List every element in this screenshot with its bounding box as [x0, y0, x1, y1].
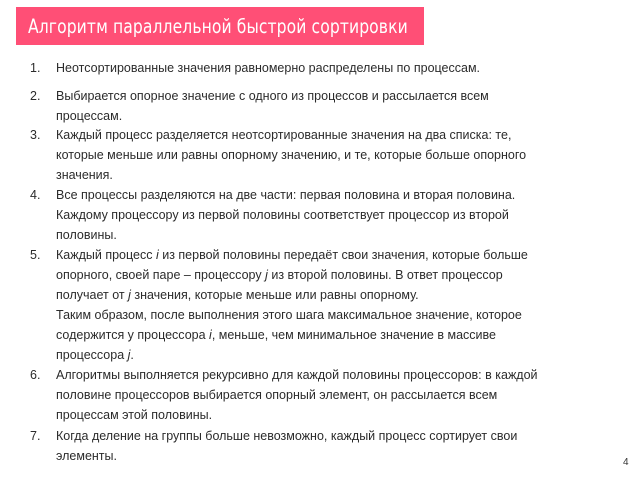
- list-item-line: процессам.: [56, 109, 123, 123]
- list-item-number: 2.: [30, 89, 41, 103]
- list-item-number: 6.: [30, 368, 41, 382]
- list-item-line: Алгоритмы выполняется рекурсивно для каждой половины процессоров: в каждой: [56, 368, 538, 382]
- list-item-number: 3.: [30, 128, 41, 142]
- list-item-line: Выбирается опорное значение с одного из процессов и рассылается всем: [56, 89, 489, 103]
- list-item-line: Каждому процессору из первой половины соответствует процессор из второй: [56, 208, 509, 222]
- list-item-line: Неотсортированные значения равномерно распределены по процессам.: [56, 61, 481, 75]
- list-item-line: Таким образом, после выполнения этого шага максимальное значение, которое: [56, 308, 522, 322]
- list-item-line: процессам этой половины.: [56, 408, 213, 422]
- list-item-line: получает от j значения, которые меньше или равны опорному.: [56, 288, 419, 302]
- page-number: 4: [623, 457, 629, 468]
- list-item-number: 5.: [30, 248, 41, 262]
- list-item-line: элементы.: [56, 449, 117, 463]
- slide-title: Алгоритм параллельной быстрой сортировки: [28, 14, 408, 38]
- list-item-line: значения.: [56, 168, 113, 182]
- title-banner: [16, 7, 424, 45]
- list-item-line: процессора j.: [56, 348, 134, 362]
- list-item-line: половины.: [56, 228, 117, 242]
- list-item-line: опорного, своей паре – процессору j из второй половины. В ответ процессор: [56, 268, 503, 282]
- list-item-line: содержится у процессора i, меньше, чем минимальное значение в массиве: [56, 328, 496, 342]
- list-item-line: Каждый процесс разделяется неотсортированные значения на два списка: те,: [56, 128, 512, 142]
- list-item-line: Каждый процесс i из первой половины передаёт свои значения, которые больше: [56, 248, 528, 262]
- list-item-line: половине процессоров выбирается опорный элемент, он рассылается всем: [56, 388, 498, 402]
- list-item-number: 4.: [30, 188, 41, 202]
- list-item-number: 7.: [30, 429, 41, 443]
- list-item-line: Все процессы разделяются на две части: первая половина и вторая половина.: [56, 188, 516, 202]
- list-item-line: Когда деление на группы больше невозможно, каждый процесс сортирует свои: [56, 429, 518, 443]
- list-item-line: которые меньше или равны опорному значению, и те, которые больше опорного: [56, 148, 527, 162]
- list-item-number: 1.: [30, 61, 41, 75]
